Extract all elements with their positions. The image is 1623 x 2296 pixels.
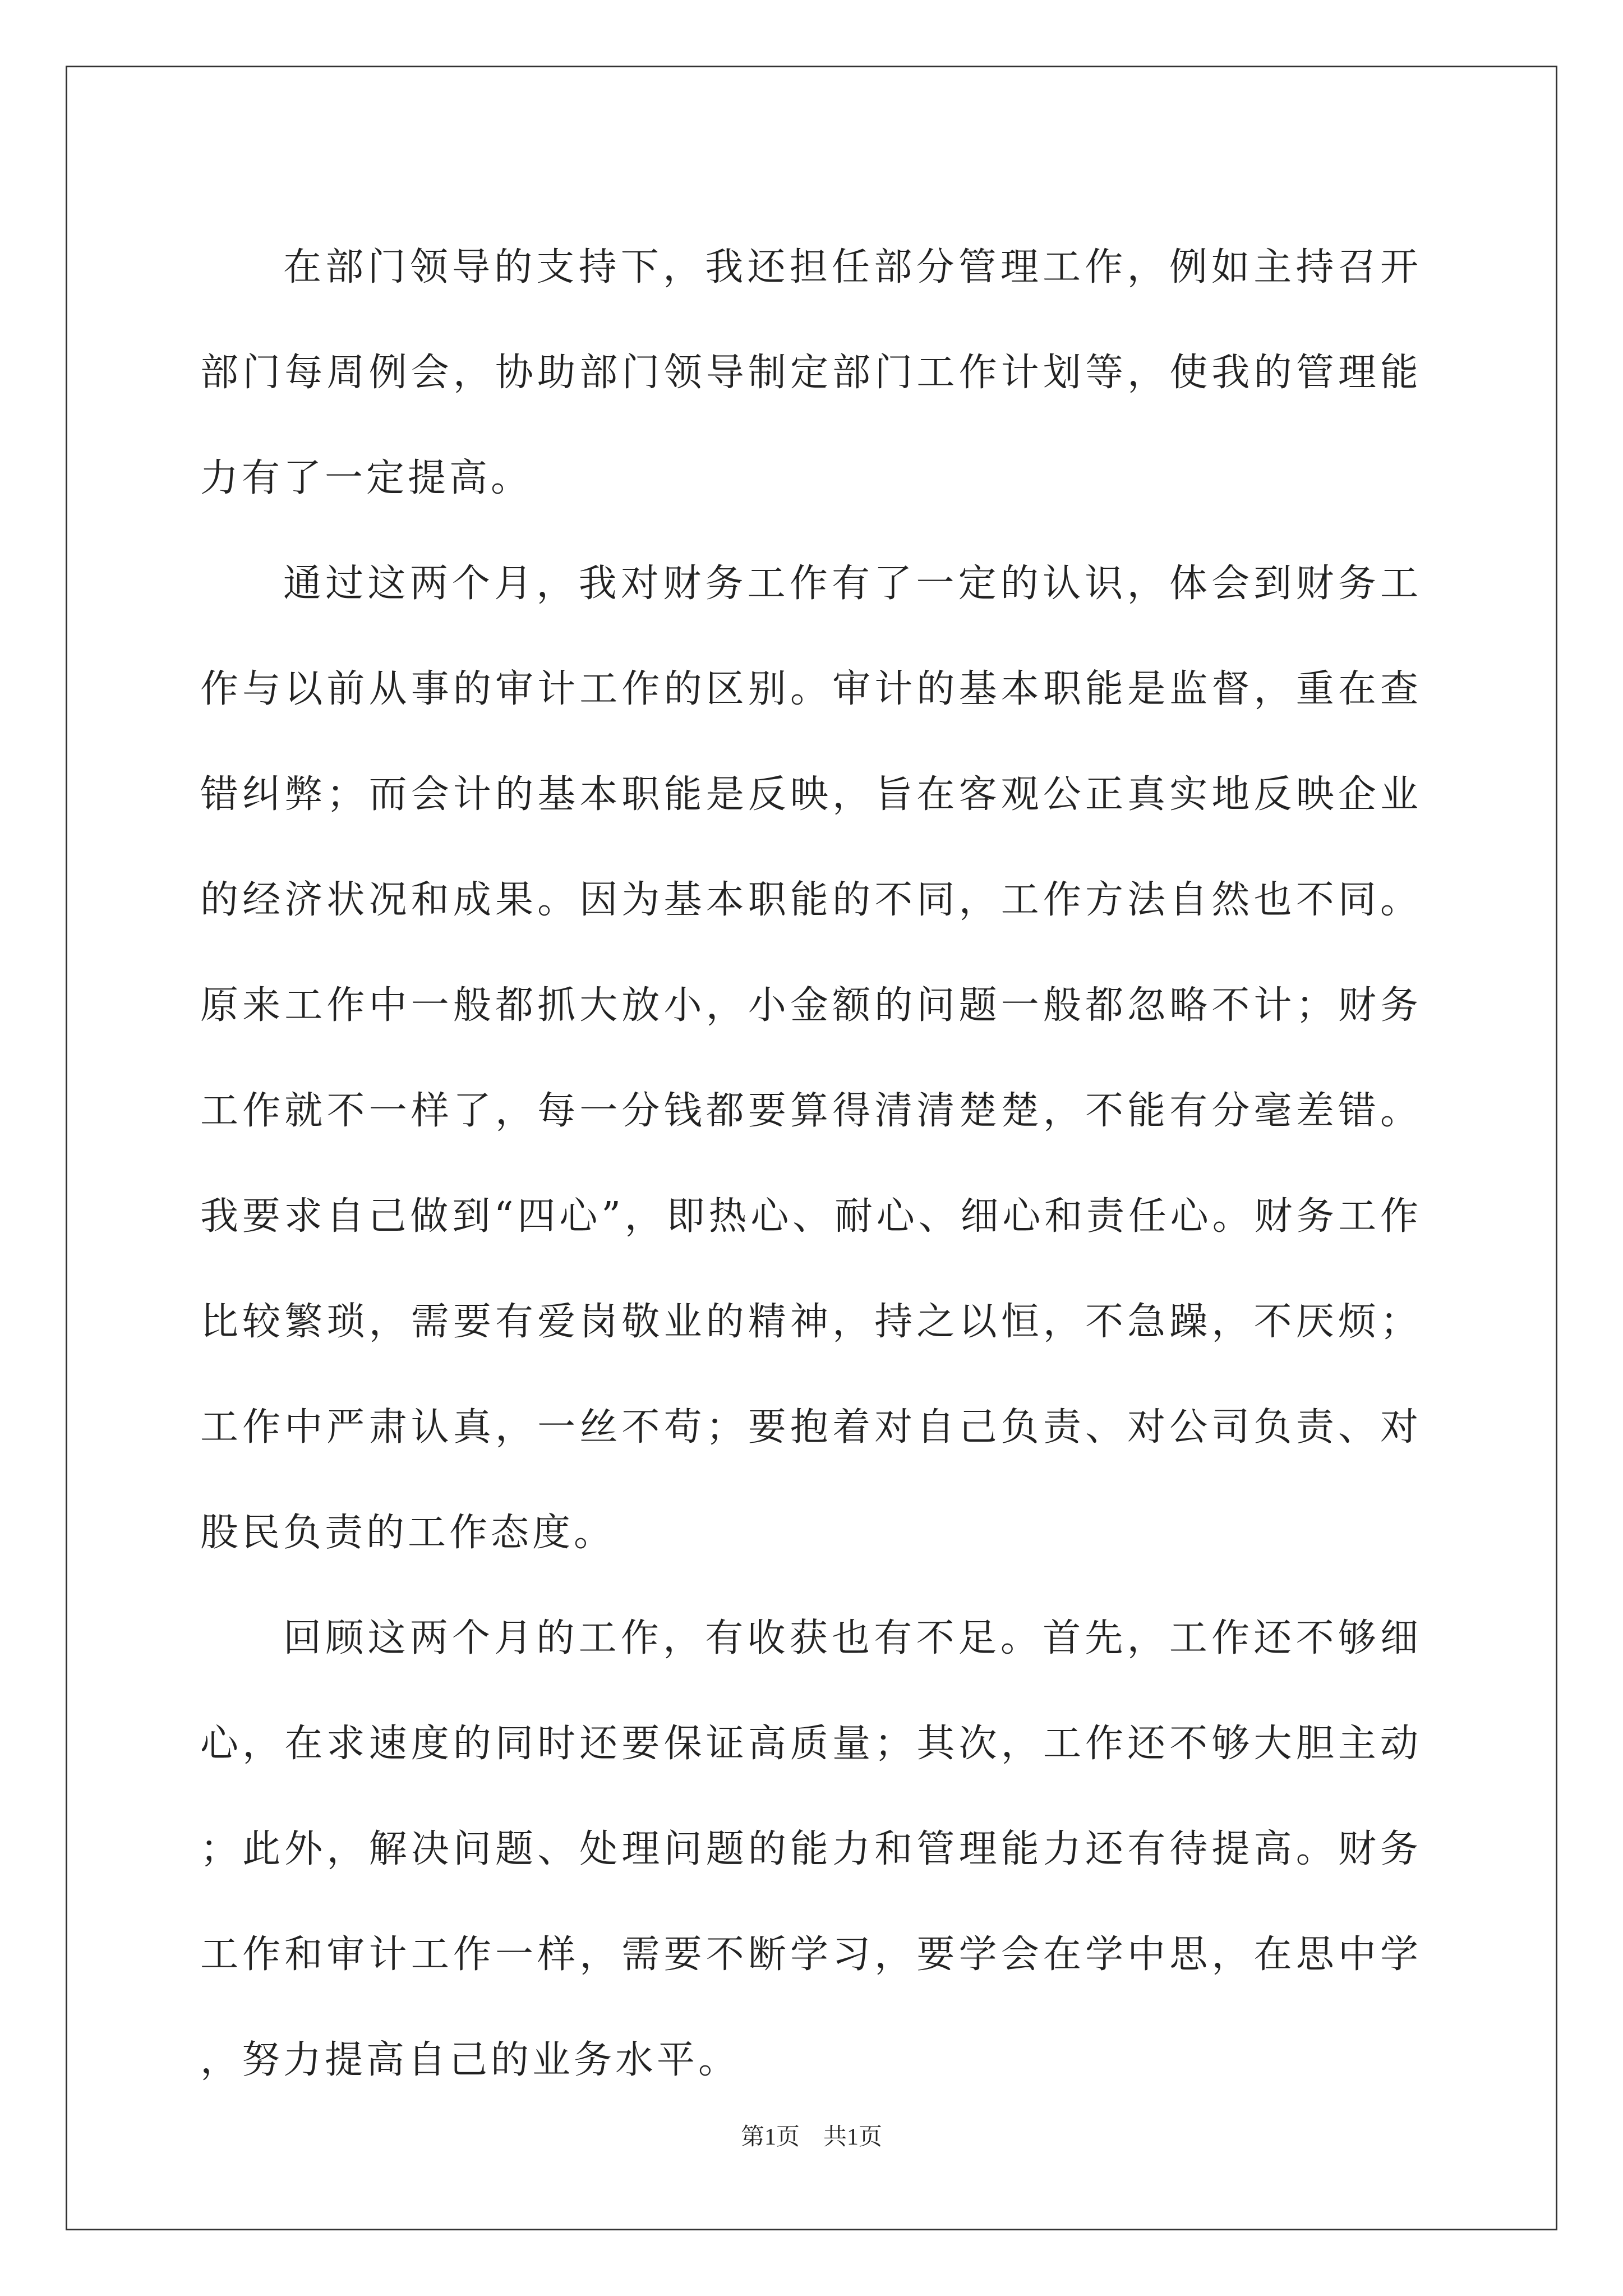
document-body — [200, 215, 1422, 2113]
page-number-footer: 第1页 共1页 — [740, 2124, 882, 2150]
paragraph-finance-understanding: 通过这两个月，我对财务工作有了一定的认识，体会到财务工作与以前从事的审计工作的区别。审计的基本职能是监督，重在查错纠弊；而会计的基本职能是反映，旨在客观公正真实地反映企业的经济状况和成果。因为基本职能的不同，工作方法自然也不同。原来工作中一般都抓大放小，小金额的问题一般都忽略不计；财务工作就不一样了，每一分钱都要算得清清楚楚，不能有分毫差错。我要求自己做到“四心”，即热心、耐心、细心和责任心。财务工作比较繁琐，需要有爱岗敬业的精神，持之以恒，不急躁，不厌烦；工作中严肃认真，一丝不苟；要抱着对自己负责、对公司负责、对股民负责的工作态度。 — [200, 562, 1422, 1555]
paragraph-management-work: 在部门领导的支持下，我还担任部分管理工作，例如主持召开部门每周例会，协助部门领导制定部门工作计划等，使我的管理能力有了一定提高。 — [200, 245, 1422, 500]
paragraph-review-shortcomings: 回顾这两个月的工作，有收获也有不足。首先，工作还不够细心，在求速度的同时还要保证高质量；其次，工作还不够大胆主动；此外，解决问题、处理问题的能力和管理能力还有待提高。财务工作和审计工作一样，需要不断学习，要学会在学中思，在思中学，努力提高自己的业务水平。 — [200, 1616, 1422, 2082]
